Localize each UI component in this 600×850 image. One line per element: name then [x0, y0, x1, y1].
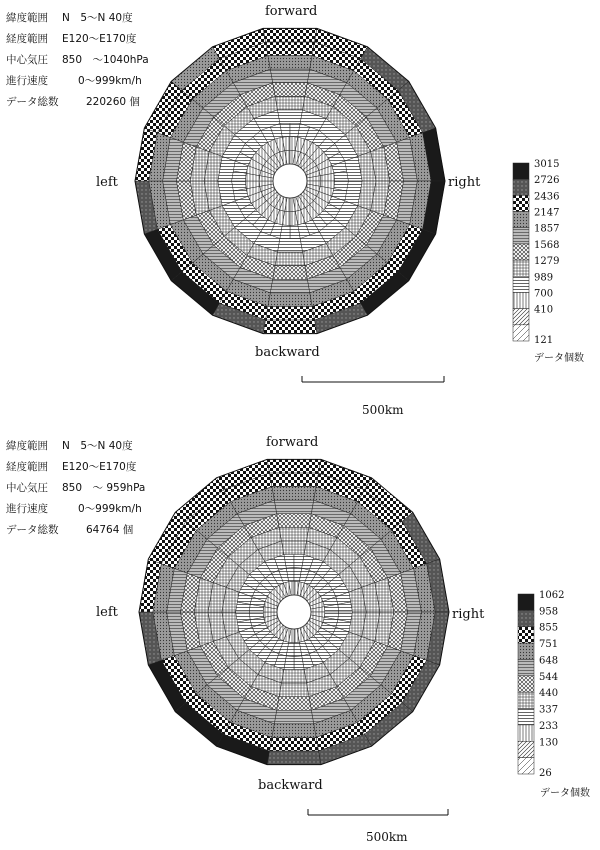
center-hole: [277, 595, 311, 629]
info-value: E120〜E170度: [62, 461, 137, 473]
legend-swatch: [513, 292, 529, 308]
legend-label: 989: [534, 272, 554, 284]
info-label: データ総数: [6, 524, 59, 536]
info-label: 経度範囲: [6, 461, 48, 473]
legend-label: 544: [539, 671, 559, 683]
cell-r7-s0: [268, 56, 312, 70]
legend-swatch: [518, 741, 534, 757]
info-label: 進行速度: [6, 503, 48, 515]
legend-swatch: [518, 643, 534, 659]
cell-r5-s0: [277, 514, 312, 528]
cell-r7-s9: [268, 293, 312, 307]
legend-swatch: [513, 195, 529, 211]
legend-label: 3015: [534, 159, 560, 170]
info-value: 64764 個: [86, 524, 134, 536]
info-value: 0〜999km/h: [78, 75, 142, 87]
legend-label: 1568: [534, 239, 560, 251]
info-row: [6, 457, 206, 478]
direction-right: right: [448, 175, 481, 190]
cell-r4-s9: [279, 683, 309, 697]
direction-left: left: [96, 605, 118, 620]
legend-swatch: [513, 276, 529, 292]
info-value: 850 〜 959hPa: [62, 482, 146, 494]
legend-swatch: [513, 163, 529, 179]
cell-r5-s9: [273, 266, 308, 280]
cell-r6-s9: [270, 279, 309, 293]
legend-swatch: [518, 610, 534, 626]
legend-label: 751: [539, 639, 559, 651]
cell-r6-s9: [274, 710, 313, 724]
cell-r8-s9: [269, 737, 318, 751]
center-hole: [273, 164, 307, 198]
legend-label: 1279: [534, 256, 560, 268]
legend-swatch: [518, 725, 534, 741]
legend: [518, 590, 564, 779]
legend-swatch: [518, 709, 534, 725]
legend-label: 440: [539, 688, 559, 700]
info-value: E120〜E170度: [62, 33, 137, 45]
info-label: 中心気圧: [6, 54, 48, 66]
direction-backward: backward: [255, 345, 320, 360]
info-label: 経度範囲: [6, 33, 48, 45]
scale-label: 500km: [366, 830, 408, 844]
legend-swatch: [513, 260, 529, 276]
direction-left: left: [96, 175, 118, 190]
legend-swatch: [513, 212, 529, 228]
legend-label: 121: [534, 335, 554, 346]
legend-label: 1062: [539, 590, 565, 601]
chart-1-info: [6, 8, 206, 113]
legend-label: 2436: [534, 191, 560, 203]
info-row: [6, 29, 206, 50]
cell-r3-s9: [277, 239, 302, 253]
cell-r3-s9: [281, 670, 306, 684]
legend-swatch: [513, 244, 529, 260]
legend-title: データ個数: [534, 353, 584, 364]
cell-r8-s0: [269, 473, 318, 487]
cell-r9-s0: [263, 28, 317, 42]
legend-label: 410: [534, 304, 554, 316]
info-row: [6, 50, 206, 71]
info-label: 緯度範囲: [6, 440, 48, 452]
info-row: [6, 436, 206, 457]
legend-swatch: [518, 659, 534, 675]
cell-r4-s0: [275, 96, 305, 110]
cell-r6-s0: [270, 69, 309, 83]
cell-r9-s0: [267, 459, 321, 473]
direction-right: right: [452, 607, 485, 622]
direction-forward: forward: [265, 4, 318, 19]
legend-swatch: [513, 179, 529, 195]
info-value: N 5〜N 40度: [62, 12, 133, 24]
info-row: [6, 8, 206, 29]
info-row: [6, 520, 206, 541]
legend-label: 1857: [534, 223, 560, 235]
legend-swatch: [513, 309, 529, 325]
legend-label: 130: [539, 737, 559, 749]
cell-r8-s9: [265, 306, 314, 320]
legend-label: 700: [534, 288, 554, 300]
legend-label: 648: [539, 655, 559, 667]
scale-bar: [308, 809, 448, 815]
legend-swatch: [518, 627, 534, 643]
scale-bar: [302, 376, 444, 382]
info-row: [6, 478, 206, 499]
info-row: [6, 92, 206, 113]
direction-backward: backward: [258, 778, 323, 793]
legend-swatch: [518, 594, 534, 610]
cell-r5-s9: [277, 697, 312, 711]
cell-r9-s9: [263, 320, 317, 334]
legend-label: 958: [539, 606, 559, 618]
cell-r7-s9: [272, 724, 316, 738]
legend-label: 337: [539, 704, 559, 716]
info-value: N 5〜N 40度: [62, 440, 133, 452]
chart-2-info: [6, 436, 206, 541]
info-label: 中心気圧: [6, 482, 48, 494]
info-label: 緯度範囲: [6, 12, 48, 24]
legend-label: 855: [539, 622, 559, 634]
legend-label: 233: [539, 720, 559, 732]
info-value: 0〜999km/h: [78, 503, 142, 515]
info-label: データ総数: [6, 96, 59, 108]
cell-r4-s9: [275, 252, 305, 266]
legend-title: データ個数: [540, 788, 590, 799]
legend-swatch: [513, 228, 529, 244]
cell-r7-s0: [272, 487, 316, 501]
legend-label: 2726: [534, 175, 560, 187]
cell-r3-s0: [281, 541, 306, 555]
legend-swatch: [518, 692, 534, 708]
scale-label: 500km: [362, 403, 404, 417]
cell-r4-s0: [279, 527, 309, 541]
info-row: [6, 499, 206, 520]
legend-label: 2147: [534, 207, 560, 219]
legend-swatch: [518, 758, 534, 774]
legend-swatch: [518, 676, 534, 692]
legend-label: 26: [539, 768, 552, 779]
cell-r5-s0: [273, 83, 308, 97]
cell-r6-s0: [274, 500, 313, 514]
cell-r3-s0: [277, 110, 302, 124]
info-row: [6, 71, 206, 92]
direction-forward: forward: [266, 435, 319, 450]
cell-r9-s9: [267, 751, 321, 765]
cell-r8-s0: [265, 42, 314, 56]
info-label: 進行速度: [6, 75, 48, 87]
legend-swatch: [513, 325, 529, 341]
info-value: 220260 個: [86, 96, 140, 108]
info-value: 850 〜1040hPa: [62, 54, 149, 66]
legend: [513, 159, 559, 346]
